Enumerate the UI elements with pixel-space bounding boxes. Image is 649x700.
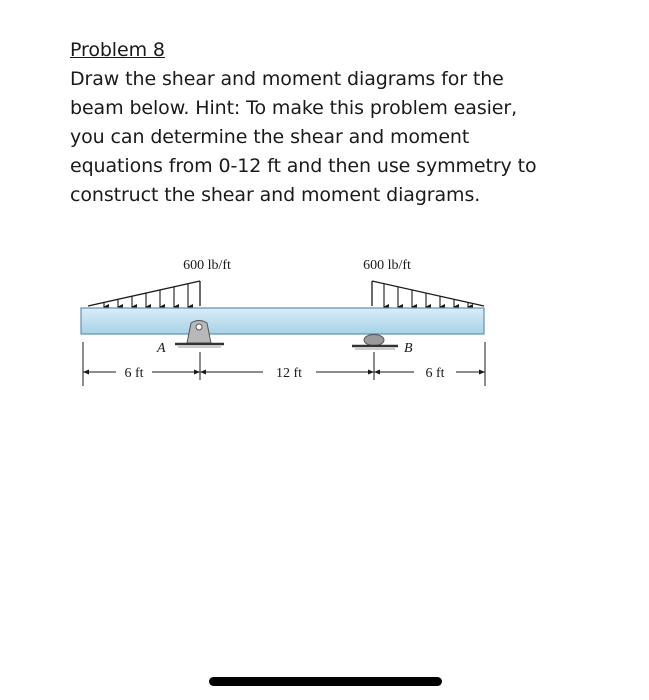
dim-left-label: 6 ft	[124, 366, 144, 381]
distributed-load-right	[372, 281, 484, 307]
roller-support-b	[352, 335, 398, 350]
problem-heading: Problem 8	[70, 39, 165, 61]
problem-line-1: Draw the shear and moment diagrams for the	[70, 68, 504, 90]
beam	[81, 308, 484, 334]
load-left-label: 600 lb/ft	[183, 258, 231, 273]
load-right-label: 600 lb/ft	[363, 258, 411, 273]
dim-middle-label: 12 ft	[275, 366, 303, 381]
problem-line-5: construct the shear and moment diagrams.	[70, 184, 481, 206]
support-b-label: B	[404, 341, 413, 356]
distributed-load-left	[88, 281, 200, 307]
home-indicator[interactable]	[209, 677, 442, 686]
problem-line-2: beam below. Hint: To make this problem easier,	[70, 97, 518, 119]
problem-line-3: you can determine the shear and moment	[70, 126, 470, 148]
problem-line-4: equations from 0-12 ft and then use symmetry to	[70, 155, 537, 177]
support-a-label: A	[157, 341, 166, 356]
dim-right-label: 6 ft	[425, 366, 445, 381]
